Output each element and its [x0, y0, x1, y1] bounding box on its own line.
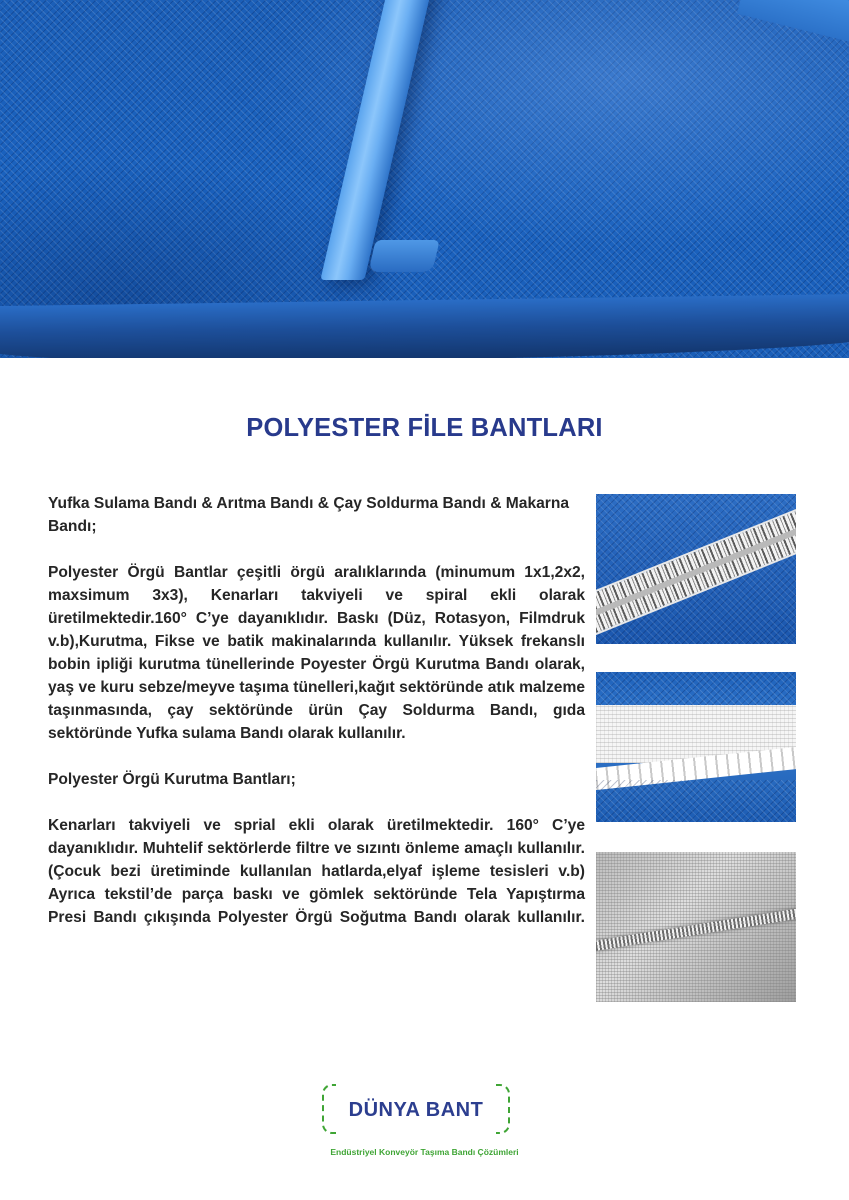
gray-mesh-seam-photo	[596, 852, 796, 1002]
section1-heading: Yufka Sulama Bandı & Arıtma Bandı & Çay Soldurma Bandı & Makarna Bandı;	[48, 495, 570, 535]
hero-belt-photo	[0, 0, 849, 358]
body-text	[48, 492, 585, 929]
white-reinforced-edge-photo	[596, 672, 796, 822]
section1-paragraph: Polyester Örgü Bantlar çeşitli örgü aralıklarında (minumum 1x1,2x2, maxsimum 3x3), Kenarları takviyeli ve spiral ekli olarak üretilmektedir.160° C’ye dayanıklıdır. Baskı (Düz, Rotasyon, Filmdruk v.b),Kurutma, Fikse ve batik makinalarında kullanılır. Yüksek frekanslı bobin ipliği kurutma tünellerinde Poyester Örgü Kurutma Bandı olarak, yaş ve kuru sebze/meyve taşıma tünelleri,kağıt sektöründe atık malzeme taşınmasında, çay sektöründe ürün Çay Soldurma Bandı, gıda sektöründe Yufka sulama Bandı olarak kullanılır.	[48, 564, 585, 742]
section2-heading: Polyester Örgü Kurutma Bantları;	[48, 771, 296, 788]
company-logo	[322, 1084, 510, 1140]
logo-tagline: Endüstriyel Konveyör Taşıma Bandı Çözümleri	[330, 1147, 519, 1157]
section2-paragraph: Kenarları takviyeli ve sprial ekli olarak üretilmektedir. 160° C’ye dayanıklıdır. Muhtelif sektörlerde filtre ve sızıntı önleme amaçlı kullanılır. (Çocuk bezi üretiminde kullanılan hatlarda,elyaf işleme tesisleri v.b) Ayrıca tekstil’de parça baskı ve gömlek sektöründe Tela Yapıştırma Presi Bandı çıkışında Polyester Örgü Soğutma Bandı olarak kullanılır.	[48, 817, 585, 926]
spiral-joint-photo	[596, 494, 796, 644]
belt-edge	[0, 294, 849, 358]
page-title: POLYESTER FİLE BANTLARI	[246, 414, 603, 442]
logo-name: DÜNYA BANT	[348, 1099, 484, 1121]
